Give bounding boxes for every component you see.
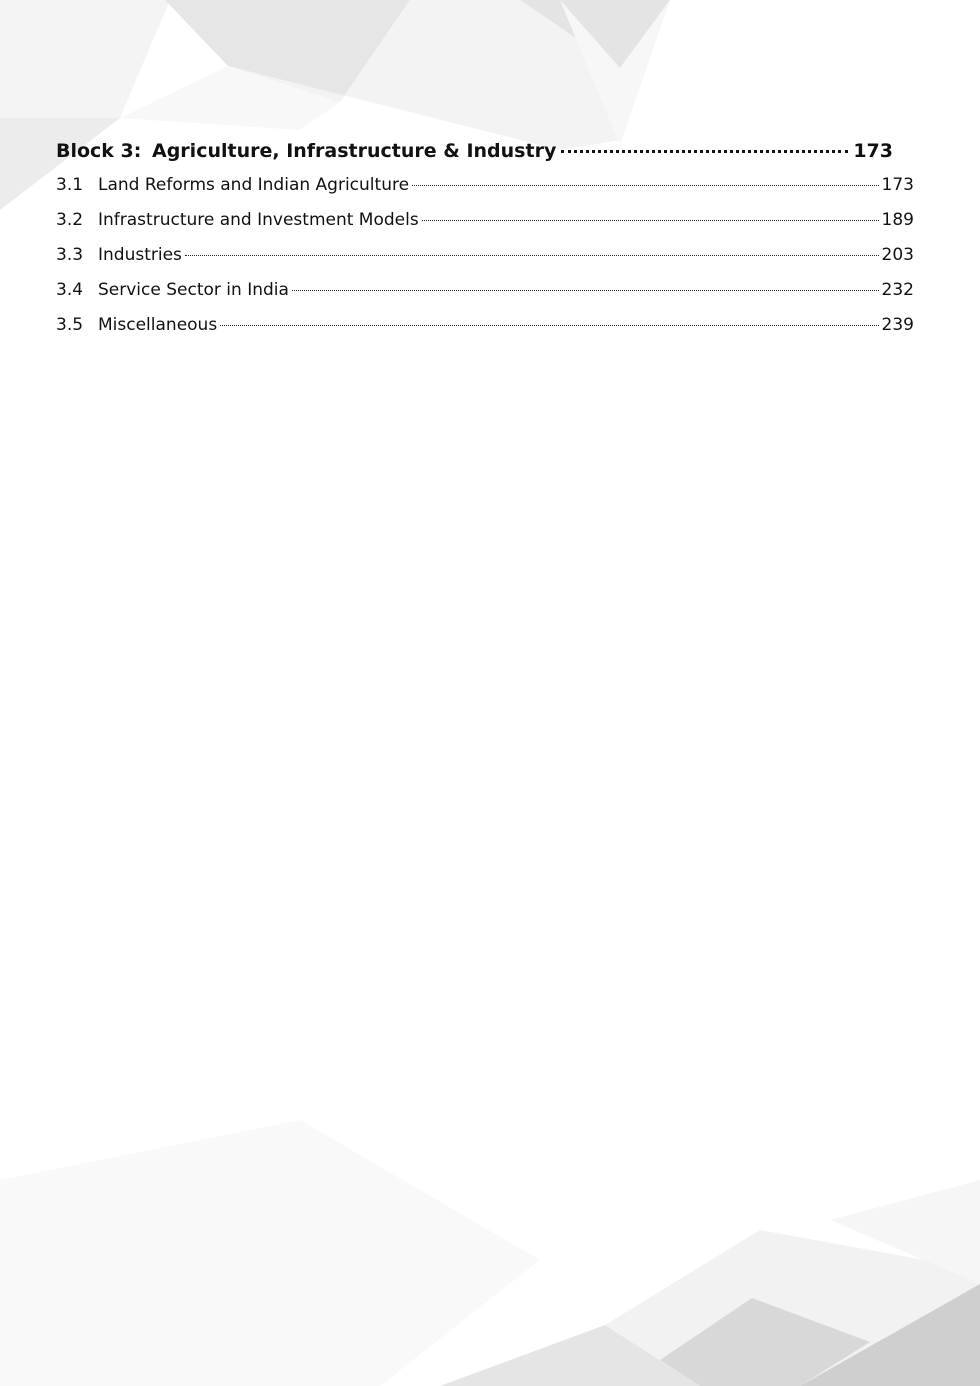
entry-page-number: 203 — [881, 245, 914, 265]
toc-block-heading[interactable] — [56, 140, 893, 170]
entry-title: Miscellaneous — [98, 315, 218, 335]
dot-leader — [185, 255, 879, 256]
dot-leader — [292, 290, 879, 291]
entry-number: 3.3 — [56, 245, 84, 265]
entry-page-number: 189 — [881, 210, 914, 230]
toc-entry-3-1[interactable] — [56, 175, 914, 210]
toc-entry-3-3[interactable] — [56, 245, 914, 280]
table-of-contents — [56, 140, 914, 350]
entry-title: Land Reforms and Indian Agriculture — [98, 175, 410, 195]
entry-page-number: 173 — [881, 175, 914, 195]
block-number: Block 3: — [56, 140, 142, 162]
entry-number: 3.4 — [56, 280, 84, 300]
entry-number: 3.5 — [56, 315, 84, 335]
entry-page-number: 239 — [881, 315, 914, 335]
entry-number: 3.1 — [56, 175, 84, 195]
entry-title: Infrastructure and Investment Models — [98, 210, 419, 230]
block-title: Agriculture, Infrastructure & Industry — [152, 140, 557, 162]
toc-entry-3-2[interactable] — [56, 210, 914, 245]
dot-leader — [561, 150, 848, 153]
entry-title: Service Sector in India — [98, 280, 289, 300]
dot-leader — [422, 220, 879, 221]
toc-entry-3-4[interactable] — [56, 280, 914, 315]
dot-leader — [412, 185, 879, 186]
bottom-shape-a — [0, 1120, 540, 1386]
toc-entry-3-5[interactable] — [56, 315, 914, 350]
entry-page-number: 232 — [881, 280, 914, 300]
top-left-shape — [0, 0, 170, 118]
block-page-number: 173 — [853, 140, 893, 162]
entry-title: Industries — [98, 245, 182, 265]
entry-number: 3.2 — [56, 210, 84, 230]
dot-leader — [220, 325, 878, 326]
